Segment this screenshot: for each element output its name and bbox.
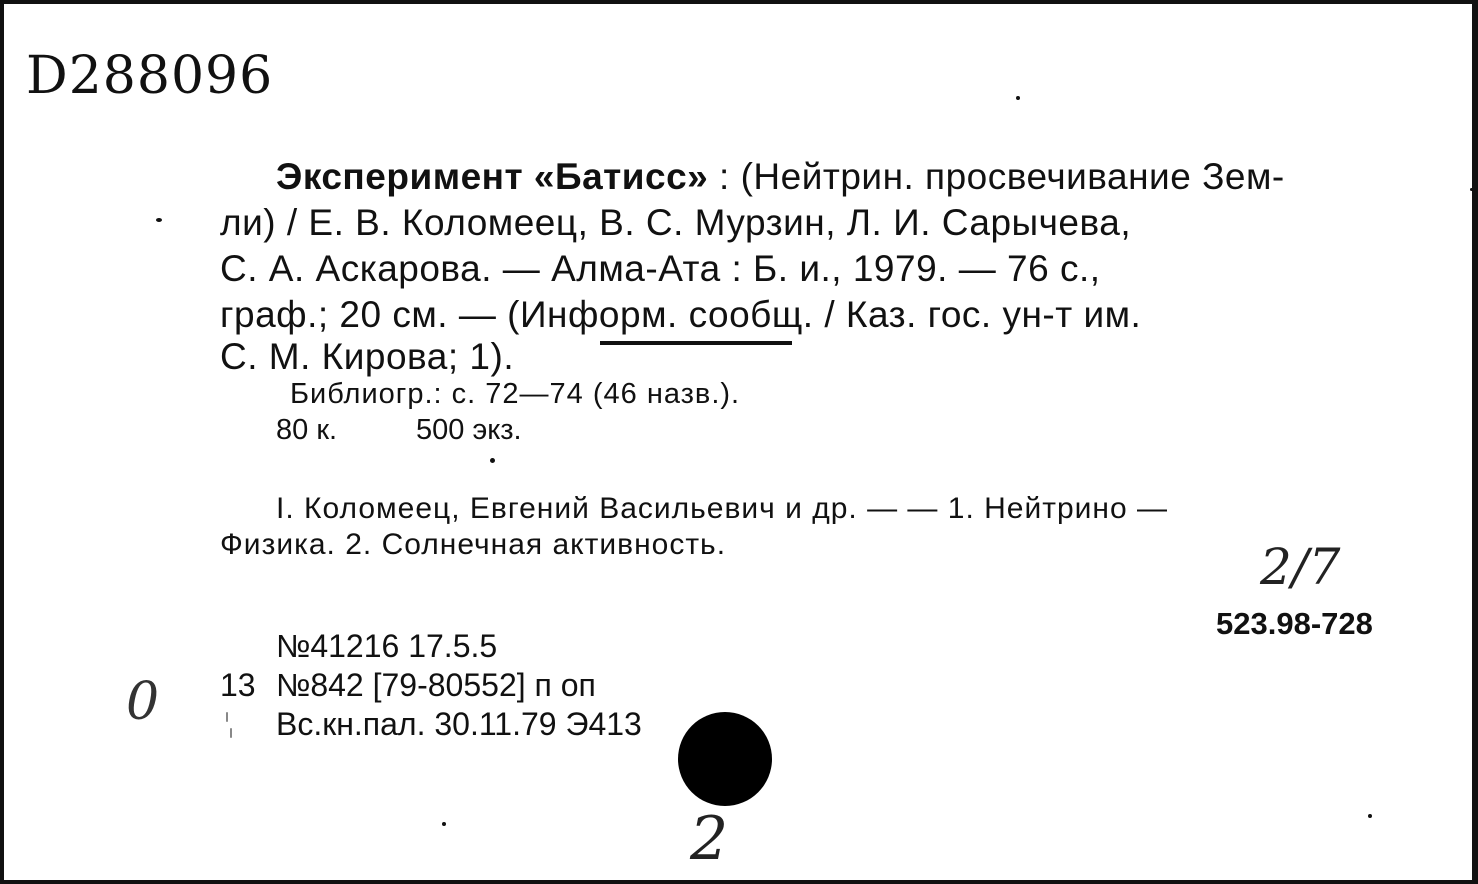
copies: 500 экз. <box>416 414 522 446</box>
title-rest: : (Нейтрин. просвечивание Зем- <box>708 156 1285 197</box>
price: 80 к. <box>276 414 338 446</box>
speck-1 <box>1016 96 1020 100</box>
registry-line-2: №842 [79-80552] п оп <box>276 667 596 703</box>
title-bold: Эксперимент «Батисс» <box>276 156 709 197</box>
speck-4 <box>490 458 495 463</box>
entry-line-3: С. А. Аскарова. — Алма-Ата : Б. и., 1979. — 76 с., <box>220 248 1101 289</box>
speck-3 <box>1470 188 1473 191</box>
margin-mark-left: 0 <box>126 672 160 732</box>
tracings-line-1: I. Коломеец, Евгений Васильевич и др. — — 1. Нейтрино — <box>276 492 1168 525</box>
tracings-line-2: Физика. 2. Солнечная активность. <box>220 528 727 561</box>
speck-5 <box>442 822 446 826</box>
registry-prefix: 13 <box>220 667 256 703</box>
speck-8 <box>230 728 232 738</box>
classification-number: 523.98-728 <box>1216 606 1373 641</box>
registry-line-3: Вс.кн.пал. 30.11.79 Э413 <box>276 706 642 742</box>
underline-mark <box>600 341 792 345</box>
call-number: D288096 <box>26 46 274 106</box>
entry-line-2: ли) / Е. В. Коломеец, В. С. Мурзин, Л. И. Сарычева, <box>220 202 1132 243</box>
speck-6 <box>1368 814 1372 818</box>
speck-2 <box>156 218 162 222</box>
speck-7 <box>226 712 228 722</box>
punch-hole <box>678 712 772 806</box>
entry-line-4: граф.; 20 см. — (Информ. сообщ. / Каз. гос. ун-т им. <box>220 294 1142 335</box>
bibliography-note: Библиогр.: с. 72—74 (46 назв.). <box>290 378 741 410</box>
entry-line-1 <box>276 156 1285 198</box>
handwritten-fraction: 2/7 <box>1260 538 1341 596</box>
registry-line-1: №41216 17.5.5 <box>276 628 498 664</box>
entry-line-5: С. М. Кирова; 1). <box>220 336 515 377</box>
bottom-handwritten-number: 2 <box>690 804 729 874</box>
